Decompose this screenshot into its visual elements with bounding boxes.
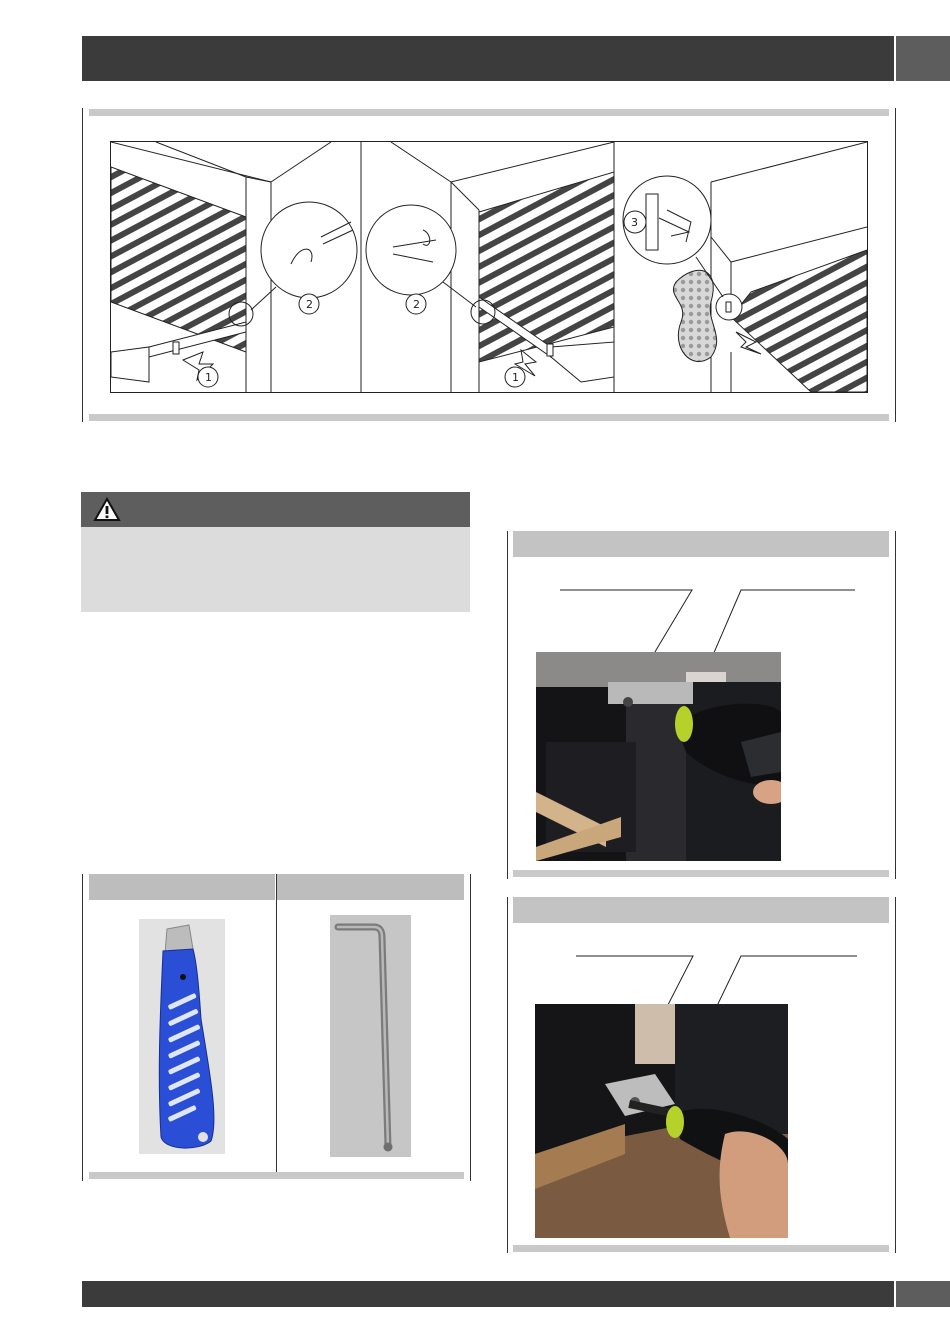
warning-text (81, 527, 470, 547)
tool-col-header-allen-key (277, 874, 464, 900)
step2-bottom-rule (513, 1245, 889, 1252)
tools-divider (276, 874, 277, 1172)
callout-1a: 1 (205, 371, 212, 384)
allen-key-image (330, 915, 411, 1157)
step2-frame-right (895, 897, 896, 1253)
step1-frame-right (895, 531, 896, 879)
warning-triangle-icon (93, 497, 121, 522)
tools-frame-right (470, 874, 471, 1181)
header-page-tab (896, 36, 950, 81)
step2-frame-left (507, 897, 508, 1253)
warning-body (81, 527, 470, 612)
callout-2a: 2 (306, 298, 313, 311)
warning-header (81, 492, 470, 527)
step1-frame-left (507, 531, 508, 879)
utility-knife-image (139, 919, 225, 1154)
footer-bar (82, 1281, 894, 1307)
panel-3 (623, 142, 867, 392)
tool-col-header-knife (89, 874, 275, 900)
figure-bottom-rule (89, 414, 889, 421)
tools-frame-left (82, 874, 83, 1181)
rail-installation-diagram (110, 141, 868, 393)
panel-1 (111, 142, 357, 392)
rail-diagram-svg (111, 142, 867, 392)
step1-header (513, 531, 889, 557)
header-bar (82, 36, 894, 81)
figure-frame-left (82, 108, 83, 422)
step2-photo (535, 1004, 788, 1238)
panel-2 (366, 142, 614, 392)
step1-bottom-rule (513, 870, 889, 877)
footer-page-tab (896, 1281, 950, 1307)
step1-photo (536, 652, 781, 861)
figure-top-rule (89, 109, 889, 116)
callout-1b: 1 (512, 371, 519, 384)
step2-header (513, 897, 889, 923)
callout-3: 3 (631, 216, 638, 229)
callout-2b: 2 (413, 298, 420, 311)
figure-frame-right (895, 108, 896, 422)
tools-bottom-rule (89, 1172, 464, 1179)
